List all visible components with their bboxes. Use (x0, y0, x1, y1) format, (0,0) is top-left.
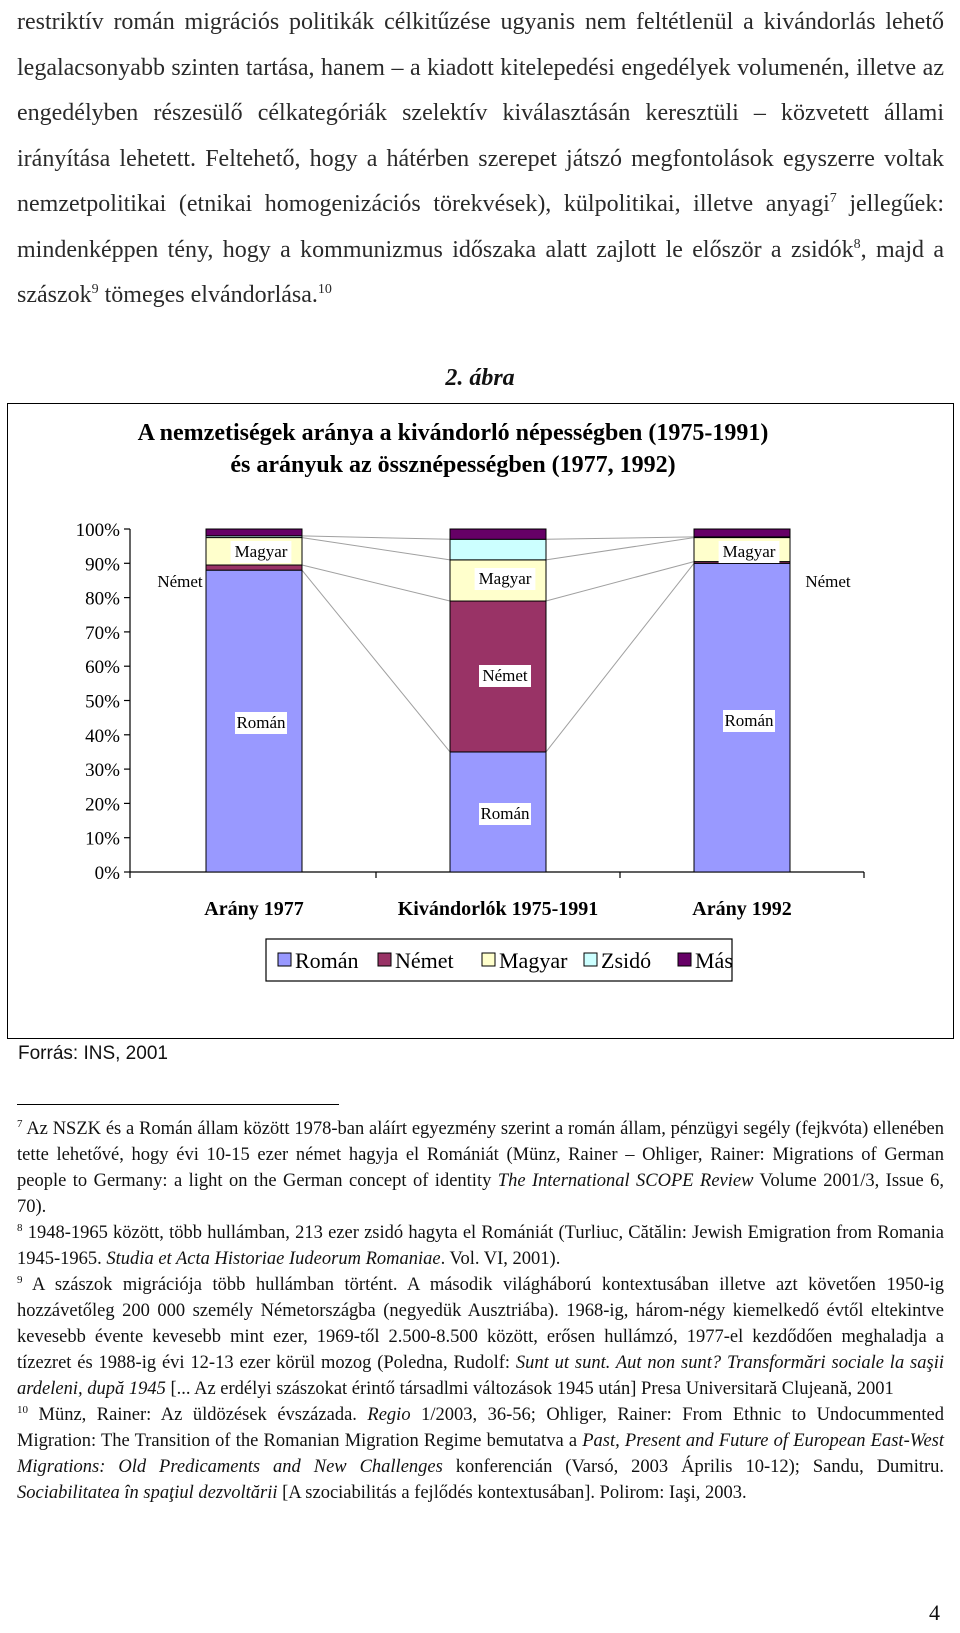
footnote-8 (17, 1220, 944, 1272)
legend-swatch-magyar (482, 953, 495, 966)
series-connector-line (302, 565, 450, 601)
footnote-10-italic2: Past, Present and Future of European East-West Migrations: Old Predicaments and New Challenges (17, 1431, 945, 1477)
y-tick-label: 40% (85, 725, 120, 747)
series-connector-line (546, 563, 694, 752)
footnote-9 (17, 1272, 944, 1402)
data-label: Német (157, 572, 203, 591)
series-connector-line (546, 538, 694, 560)
legend-label: Magyar (499, 948, 568, 973)
footnote-7-text: Az NSZK és a Román állam között 1978-ban aláírt egyezmény szerint a román állam, pénzügyi segély (fejkvóta) ellenében tette lehetővé, hogy évi 10-15 ezer német hagyja el Romániát (Münz, Rainer – Ohliger, Rainer: Migrations of German people to Germany: a light on the German concept of identity (17, 1119, 944, 1191)
footnote-10-text: Münz, Rainer: Az üldözések évszázada. (38, 1405, 368, 1425)
footnote-9-tail: [... Az erdélyi szászokat érintő társadlmi változások 1945 után] Presa Universitară Clujeană, 2001 (165, 1379, 894, 1399)
page-number: 4 (929, 1600, 940, 1625)
data-label: Magyar (234, 542, 288, 561)
footnote-7 (17, 1116, 944, 1220)
footnote-number: 8 (17, 1221, 23, 1234)
figure-caption: 2. ábra (445, 365, 515, 391)
footnote-8-italic: Studia et Acta Historiae Iudeorum Romaniae (106, 1249, 441, 1269)
body-text-part-4: tömeges elvándorlása. (98, 282, 318, 308)
x-category-label: Arány 1977 (204, 898, 304, 920)
data-label: Román (724, 711, 774, 730)
series-connector-line (302, 538, 450, 560)
y-tick-label: 70% (85, 622, 120, 644)
footnote-separator (17, 1104, 339, 1105)
body-text-part-1: restriktív román migrációs politikák célkitűzése ugyanis nem feltétlenül a kivándorlás lehető legalacsonyabb szinten tartása, hanem – a kiadott kitelepedési engedélyek volumenén, illetve az engedélyben részesülő célkategóriák szelektív kiválasztásán keresztüli – közvetett állami irányítása lehetett. Feltehető, hogy a hátérben szerepet játszó megfontolások egyszerre voltak nemzetpolitikai (etnikai homogenizációs törekvések), külpolitikai, illetve anyagi (17, 9, 944, 217)
body-paragraph (17, 0, 944, 319)
data-label: Német (482, 666, 528, 685)
chart-title: A nemzetiségek aránya a kivándorló népességben (1975-1991) (137, 420, 769, 446)
series-connector-line (302, 570, 450, 752)
data-label: Magyar (478, 569, 532, 588)
data-label: Német (805, 572, 851, 591)
y-tick-label: 100% (75, 520, 120, 541)
y-tick-label: 80% (85, 588, 120, 610)
footnote-ref-7[interactable]: 7 (829, 191, 837, 206)
legend-swatch-román (278, 953, 291, 966)
footnotes (17, 1116, 944, 1506)
footnote-9-italic: Sunt ut sunt. Aut non sunt? Transformări sociale la saşii ardeleni, după 1945 (17, 1353, 944, 1399)
y-tick-label: 50% (85, 691, 120, 713)
footnote-number: 7 (17, 1117, 23, 1130)
bar-segment-más (450, 529, 546, 539)
legend-swatch-zsidó (584, 953, 597, 966)
series-connector-line (302, 536, 450, 539)
legend-label: Román (295, 948, 359, 973)
chart-subtitle: és arányuk az össznépességben (1977, 1992) (230, 452, 676, 478)
legend-label: Német (395, 948, 454, 973)
footnote-8-tail: . Vol. VI, 2001). (440, 1249, 561, 1269)
series-connector-line (546, 562, 694, 601)
footnote-number: 10 (17, 1403, 28, 1416)
y-tick-label: 30% (85, 760, 120, 782)
bar-segment-német (206, 565, 302, 570)
legend-label: Zsidó (601, 948, 652, 973)
legend-label: Más (695, 948, 733, 973)
footnote-9-text: A szászok migrációja több hullámban történt. A második világháború kontextusában illetve azt követően 1950-ig hozzávetőleg 200 000 személy Németországba (negyedük Ausztriába). 1968-ig, három-négy kiemelkedő évtől eltekintve kevesebb évente kevesebb mint ezer, 1969-től 2.500-8.500 között, erősen hullámzó, 1977-el kezdődően meghaladja a tízezret és 1988-ig évi 12-13 ezer körül mozog (Poledna, Rudolf: (17, 1275, 944, 1373)
footnote-10-tail2: konferencián (Varsó, 2003 Április 10-12); Sandu, Dumitru. (442, 1457, 945, 1477)
bar-segment-zsidó (450, 539, 546, 560)
y-tick-label: 10% (85, 828, 120, 850)
body-text-part-2: jellegűek: mindenképpen tény, hogy a kommunizmus időszaka alatt zajlott le először a zsidók (17, 191, 944, 263)
y-tick-label: 90% (85, 554, 120, 576)
y-tick-label: 60% (85, 657, 120, 679)
x-category-label: Arány 1992 (692, 898, 792, 920)
footnote-10-tail: 1/2003, 36-56; Ohliger, Rainer: From Ethnic to Undocummented Migration: The Transition of the Romanian Migration Regime bemutatva a (17, 1405, 944, 1451)
footnote-ref-9[interactable]: 9 (91, 282, 99, 297)
figure-frame (7, 403, 954, 1039)
footnote-10-tail3: [A szociabilitás a fejlődés kontextusában]. Polirom: Iaşi, 2003. (277, 1483, 747, 1503)
figure-source: Forrás: INS, 2001 (18, 1043, 168, 1064)
data-label: Magyar (722, 542, 776, 561)
x-category-label: Kivándorlók 1975-1991 (397, 898, 599, 920)
body-text-part-3: , majd a szászok (17, 236, 945, 308)
footnote-number: 9 (17, 1273, 23, 1286)
stacked-bar-chart (8, 404, 953, 1038)
bar-segment-más (206, 529, 302, 536)
footnote-ref-10[interactable]: 10 (317, 282, 332, 297)
data-label: Román (480, 804, 530, 823)
y-tick-label: 20% (85, 794, 120, 816)
legend-swatch-más (678, 953, 691, 966)
footnote-10-italic3: Sociabilitatea în spaţiul dezvoltării (17, 1483, 278, 1503)
footnote-7-tail: Volume 2001/3, Issue 6, 70). (17, 1171, 944, 1217)
series-connector-line (546, 537, 694, 539)
footnote-10-italic: Regio (367, 1405, 411, 1425)
y-tick-label: 0% (94, 863, 120, 884)
footnote-8-text: 1948-1965 között, több hullámban, 213 ezer zsidó hagyta el Romániát (Turliuc, Cătălin: Jewish Emigration from Romania 1945-1965. (17, 1223, 945, 1269)
footnote-ref-8[interactable]: 8 (853, 236, 861, 252)
body-text (17, 0, 944, 319)
footnote-10 (17, 1402, 944, 1506)
bar-segment-más (694, 529, 790, 537)
legend-swatch-német (378, 953, 391, 966)
data-label: Román (236, 713, 286, 732)
footnote-7-italic: The International SCOPE Review (497, 1171, 754, 1191)
